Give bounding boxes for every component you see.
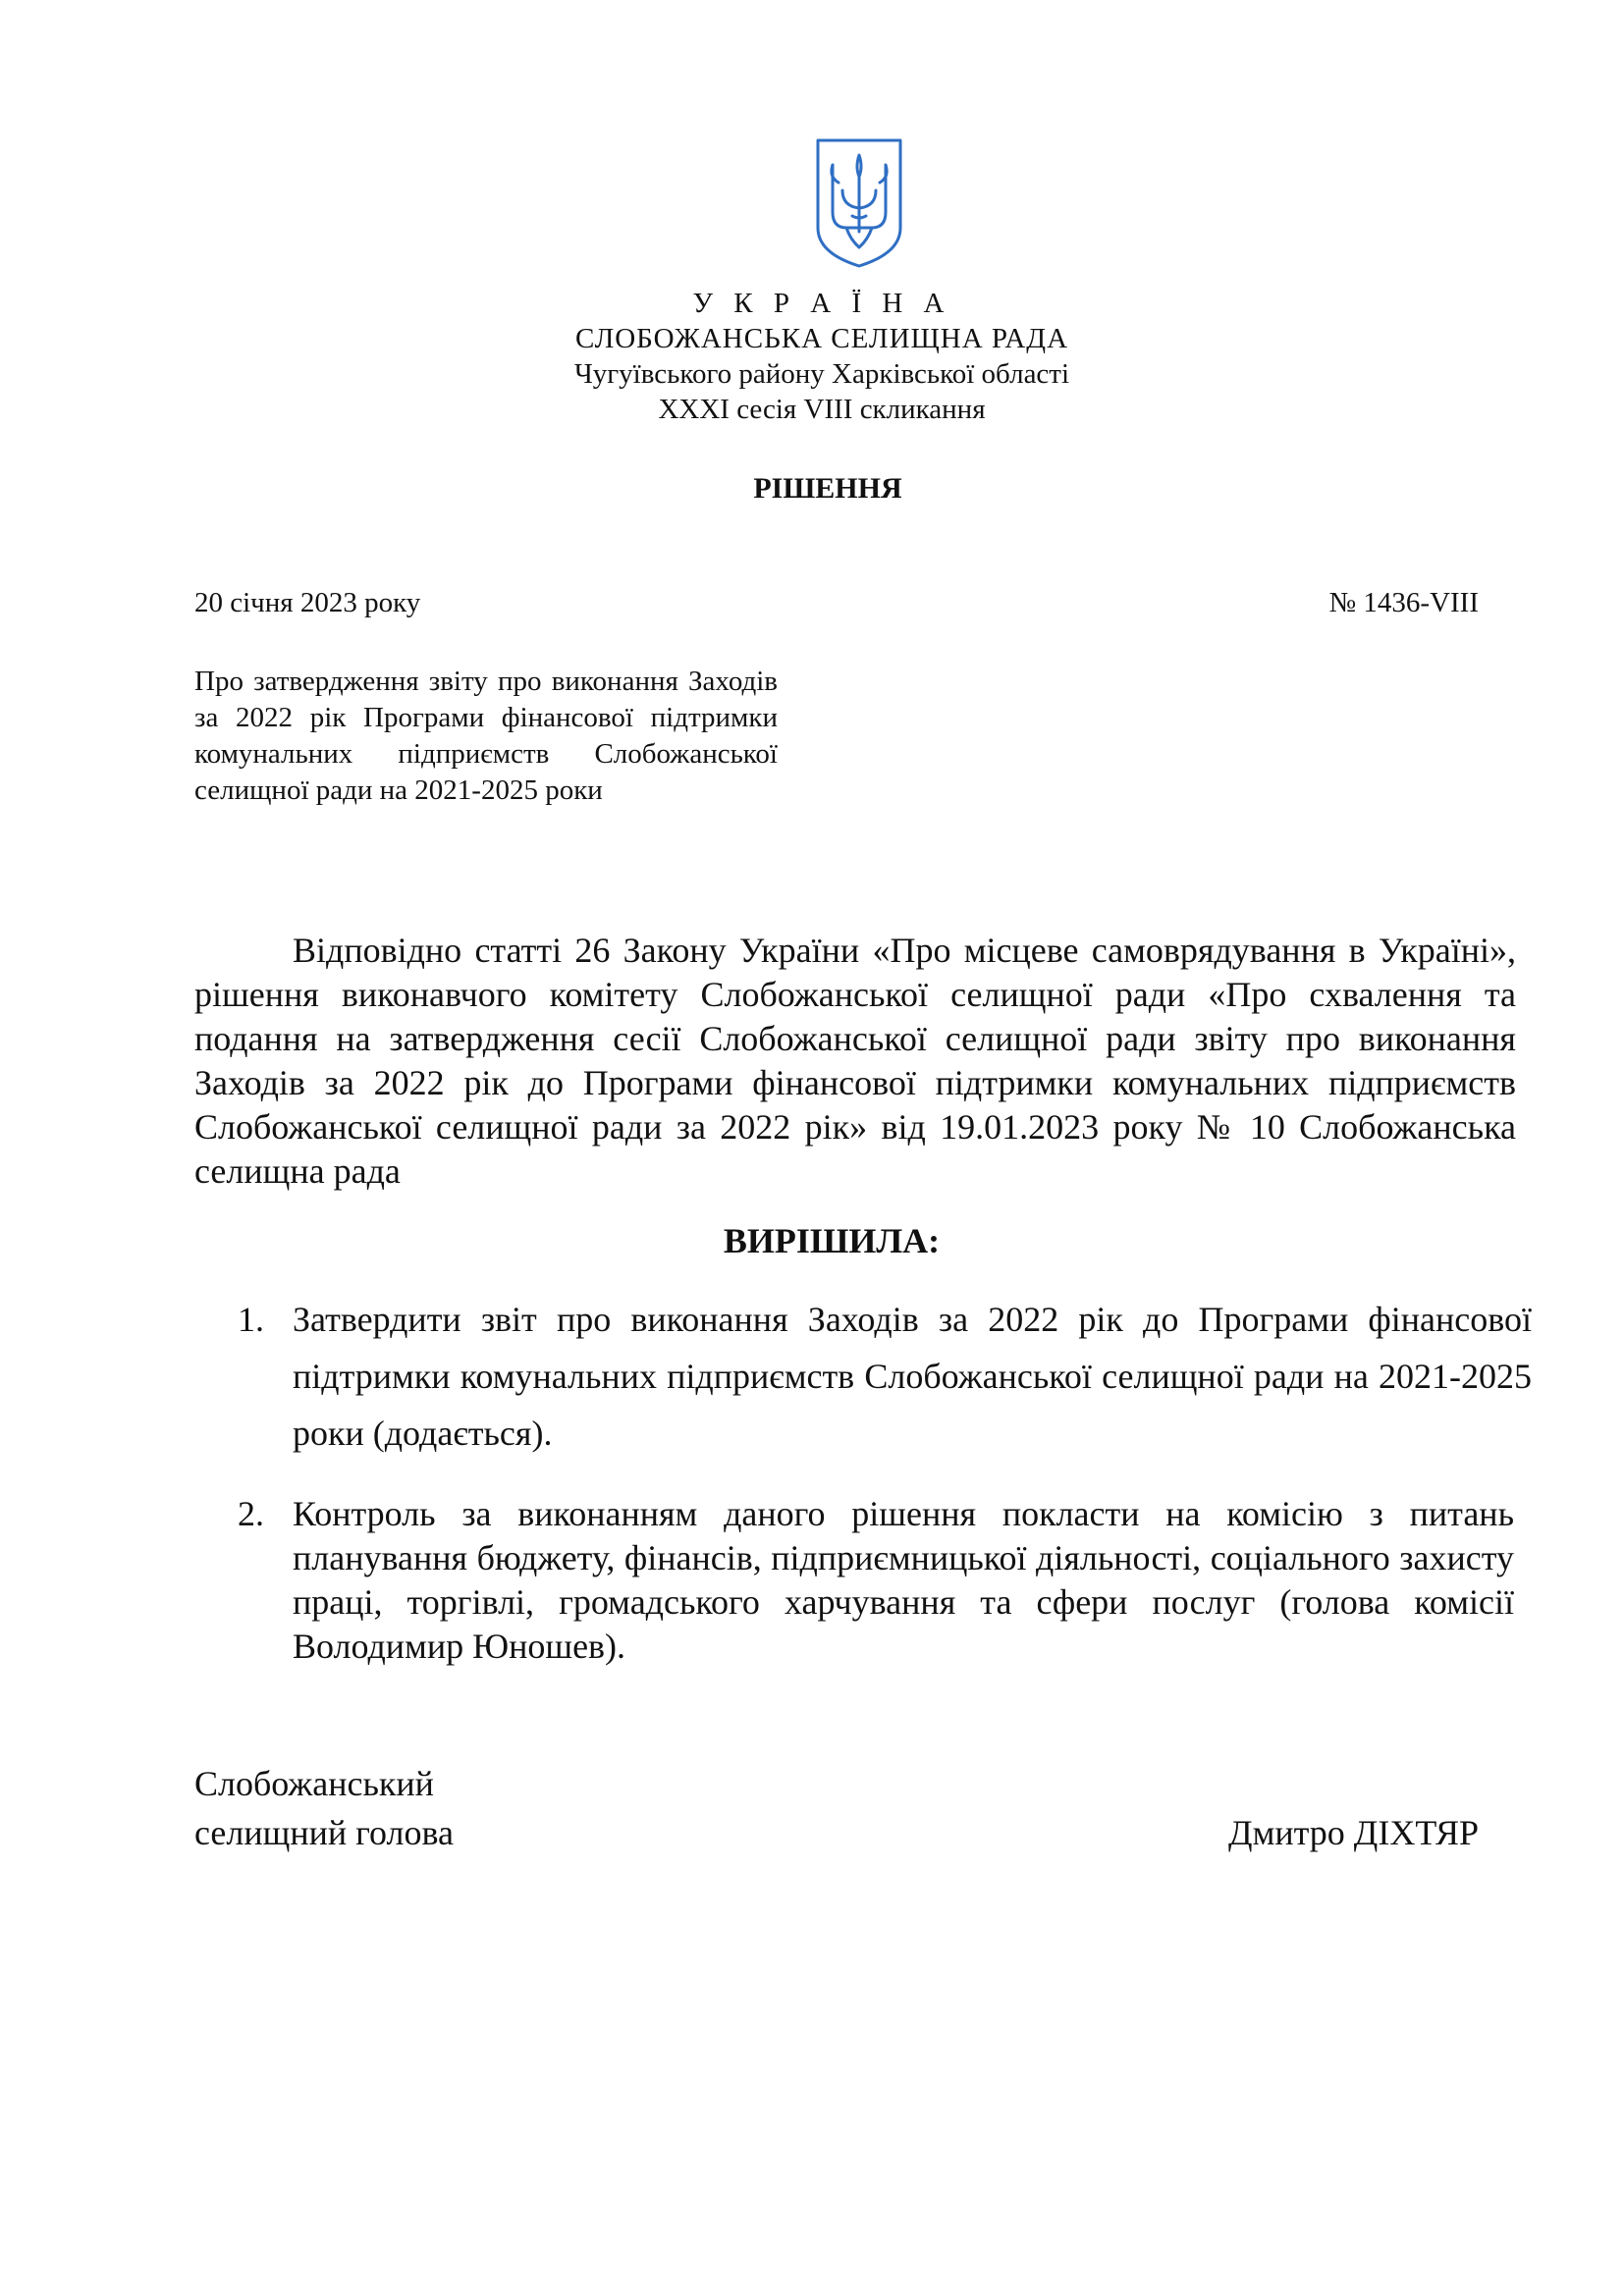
- signatory-position-line2: селищний голова: [194, 1813, 455, 1852]
- decision-number: № 1436-VIII: [1328, 587, 1479, 618]
- list-item-text: Контроль за виконанням даного рішення покласти на комісію з питань планування бюджету, фінансів, підприємницької діяльності, соціального захисту праці, торгівлі, громадського харчування та сфери послуг (голова комісії Володимир Юношев).: [293, 1494, 1514, 1666]
- list-item-number: 1.: [238, 1300, 264, 1339]
- signatory-name: Дмитро ДІХТЯР: [1228, 1813, 1479, 1852]
- decision-subject: Про затвердження звіту про виконання Заходів за 2022 рік Програми фінансової підтримки комунальних підприємств Слобожанської селищної ради на 2021-2025 роки: [194, 666, 778, 806]
- signatory-position-line1: Слобожанський: [194, 1764, 434, 1803]
- resolved-heading: ВИРІШИЛА:: [723, 1221, 941, 1260]
- decision-date: 20 січня 2023 року: [194, 587, 421, 618]
- list-item: [238, 1492, 1514, 1669]
- header-council: СЛОБОЖАНСЬКА СЕЛИЩНА РАДА: [574, 323, 1069, 354]
- header-district: Чугуївського району Харківської області: [573, 358, 1070, 390]
- document-type-title: РІШЕННЯ: [753, 472, 902, 505]
- preamble-paragraph: Відповідно статті 26 Закону України «Про місцеве самоврядування в Україні», рішення виконавчого комітету Слобожанської селищної ради «Про схвалення та подання на затвердження сесії Слобожанської селищної ради звіту про виконання Заходів за 2022 рік до Програми фінансової підтримки комунальних підприємств Слобожанської селищної ради за 2022 рік» від 19.01.2023 року № 10 Слобожанська селищна рада: [194, 931, 1516, 1191]
- list-item-text: Затвердити звіт про виконання Заходів за 2022 рік до Програми фінансової підтримки комунальних підприємств Слобожанської селищної ради на 2021-2025 роки (додається).: [293, 1300, 1532, 1453]
- list-item-number: 2.: [238, 1494, 264, 1533]
- trident-coat-of-arms-icon: [815, 137, 903, 269]
- list-item: [238, 1291, 1532, 1462]
- header-country: У К Р А Ї Н А: [692, 288, 951, 319]
- header-session: XXXI сесія VIII скликання: [658, 394, 986, 425]
